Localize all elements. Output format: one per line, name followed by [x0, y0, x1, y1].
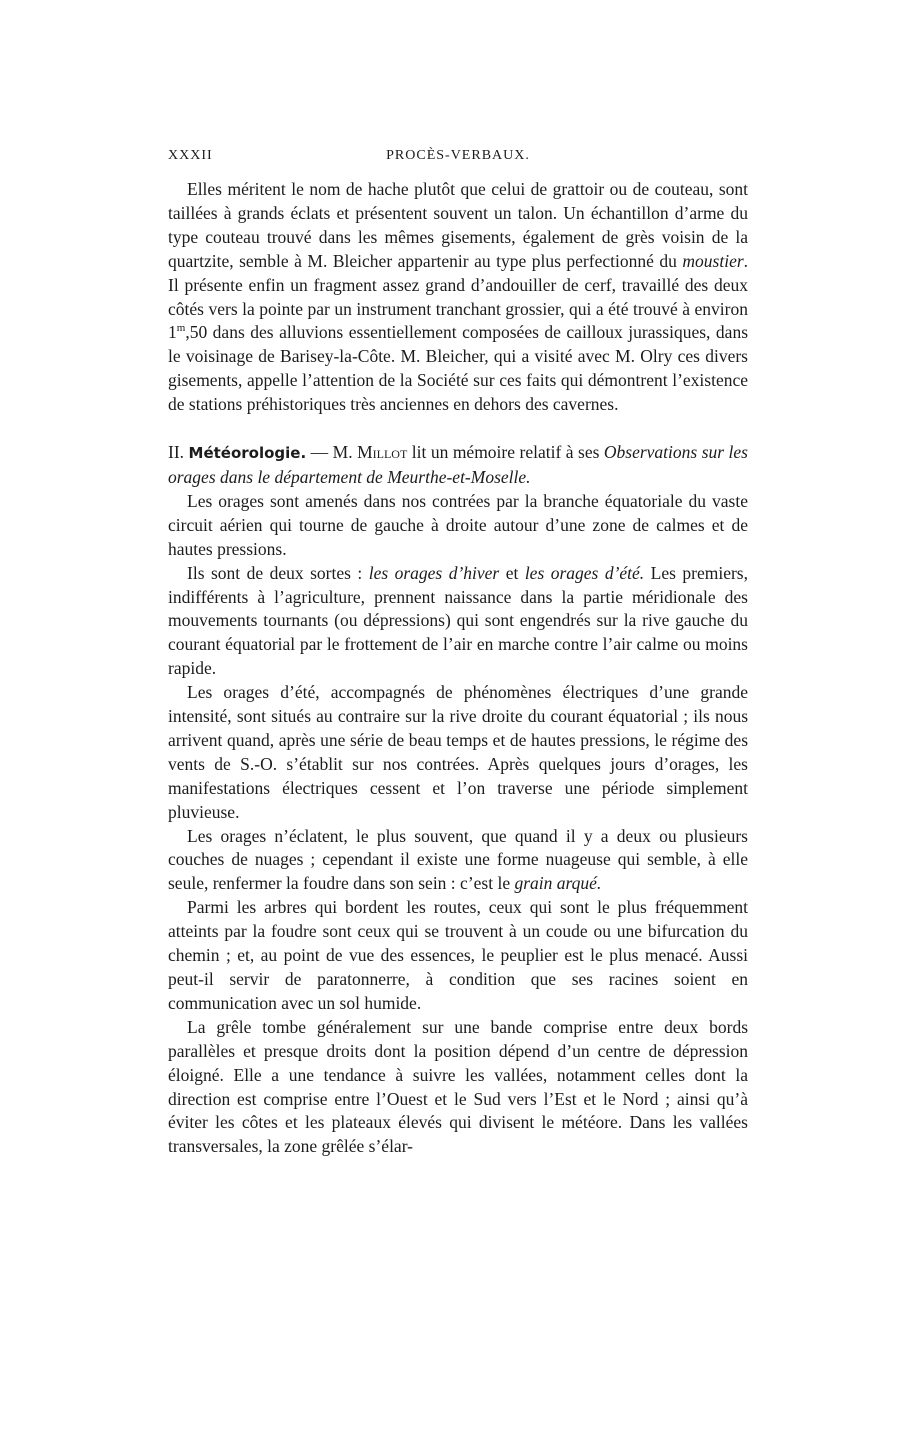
author-name: Millot	[357, 442, 408, 463]
body-text	[168, 178, 748, 1159]
paragraph-tools: Elles méritent le nom de hache plutôt que celui de grattoir ou de couteau, sont taillées à grands éclats et présentent souvent un talon. Un échantillon d’arme du type couteau trouvé dans les mêmes gisements, également de grès voisin de la quartzite, semble à M. Bleicher appartenir au type plus perfectionné du moustier. Il présente enfin un fragment assez grand d’andouiller de cerf, travaillé des deux côtés vers la pointe par un instrument tranchant grossier, qui a été trouvé à environ 1$^m$,50 dans des alluvions essentiellement composées de cailloux jurassiques, dans le voisinage de Barisey-la-Côte. M. Bleicher, qui a visité avec M. Olry ces divers gisements, appelle l’attention de la Société sur ces faits qui démontrent l’existence de stations préhistoriques très anciennes en dehors des cavernes.	[168, 179, 749, 415]
running-title: PROCÈS-VERBAUX.	[386, 148, 530, 163]
paragraph-clouds: Les orages n’éclatent, le plus souvent, que quand il y a deux ou plusieurs couches de nuages ; cependant il existe une forme nuageuse qui semble, à elle seule, renfermer la foudre dans son sein : c’est le grain arqué.	[168, 825, 748, 894]
paragraph-hail: La grêle tombe généralement sur une bande comprise entre deux bords parallèles et presque droits dont la position dépend d’un centre de dépression éloigné. Elle a une tendance à suivre les vallées, notamment celles dont la direction est comprise entre l’Ouest et le Sud vers l’Est et le Nord ; ainsi qu’à éviter les côtes et les plateaux élevés qui divisent le météore. Dans les vallées transversales, la zone grêlée s’élar-	[168, 1016, 748, 1157]
paragraph-trees: Parmi les arbres qui bordent les routes, ceux qui sont le plus fréquemment atteints par la foudre sont ceux qui se trouvent à un coude ou une bifurcation du chemin ; et, au point de vue des essences, le peuplier est le plus menacé. Aussi peut-il servir de paratonnerre, à condition que ses racines soient en communication avec un sol humide.	[168, 897, 748, 1013]
paragraph-origin: Les orages sont amenés dans nos contrées par la branche équatoriale du vaste circuit aérien qui tourne de gauche à droite autour d’une zone de calmes et de hautes pressions.	[168, 490, 748, 559]
paragraph-types: Ils sont de deux sortes : les orages d’hiver et les orages d’été. Les premiers, indifférents à l’agriculture, prennent naissance dans la partie méridionale des mouvements tournants (ou dépressions) qui sont engendrés sur la rive gauche du courant équatorial par le frottement de l’air en marche contre l’air calme ou moins rapide.	[168, 562, 748, 679]
section-heading: Météorologie.	[188, 444, 307, 463]
running-header	[168, 148, 748, 170]
page-number: XXXII	[168, 148, 213, 163]
memoir-title: Observations sur les orages dans le département de Meurthe-et-Moselle.	[168, 442, 748, 487]
paragraph-summer-storms: Les orages d’été, accompagnés de phénomènes électriques d’une grande intensité, sont situés au contraire sur la rive droite du courant équatorial ; ils nous arrivent quand, après une série de beau temps et de hautes pressions, le régime des vents de S.-O. s’établit sur nos contrées. Après quelques jours d’orages, les manifestations électriques cessent et l’on traverse une période simplement pluvieuse.	[168, 682, 748, 822]
section-heading-paragraph: II. Météorologie. — M. Millot lit un mémoire relatif à ses Observations sur les orages dans le département de Meurthe-et-Moselle.	[168, 442, 748, 487]
section-number: II.	[168, 442, 185, 463]
